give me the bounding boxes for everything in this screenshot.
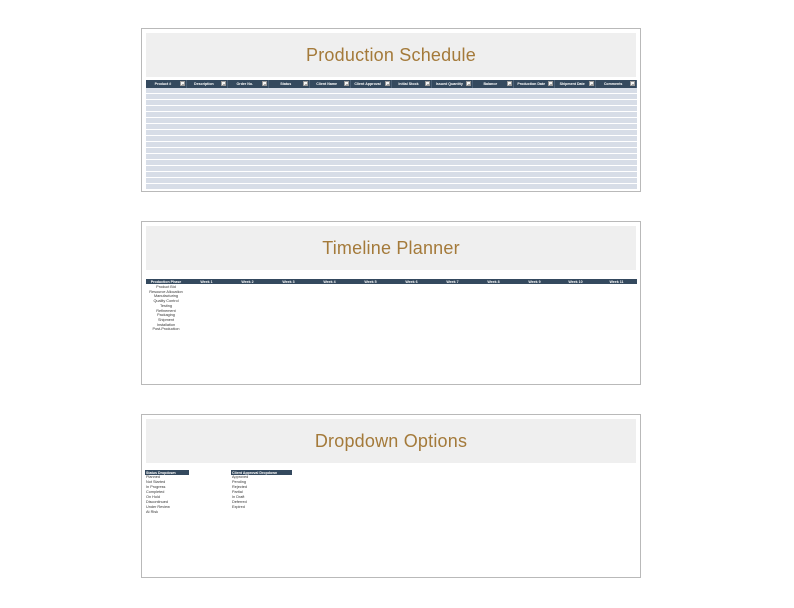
dropdown-options-title: Dropdown Options <box>314 430 468 451</box>
filter-dropdown-icon[interactable] <box>466 81 471 86</box>
column-header-production-date[interactable] <box>514 80 555 88</box>
option-planned[interactable]: Planned <box>146 475 160 479</box>
week-header-label: Week 11 <box>609 279 624 284</box>
filter-dropdown-icon[interactable] <box>221 81 226 86</box>
option-not-started[interactable]: Not Started <box>146 480 166 484</box>
option-at-risk[interactable]: At Risk <box>146 510 159 514</box>
filter-dropdown-icon[interactable] <box>507 81 512 86</box>
column-header-label: Description <box>193 82 214 86</box>
column-header-comments[interactable] <box>596 80 637 88</box>
column-header-label: Client Name <box>316 82 338 86</box>
column-header-shipment-date[interactable] <box>555 80 596 88</box>
filter-dropdown-icon[interactable] <box>425 81 430 86</box>
option-on-hold[interactable]: On Hold <box>146 495 160 499</box>
column-header-label: Client Approval <box>354 82 381 86</box>
week-header-label: Week 1 <box>200 279 213 284</box>
production-schedule-sheet <box>141 28 641 192</box>
production-phase-header-label: Production Phase <box>150 279 182 284</box>
option-in-progress[interactable]: In Progress <box>146 485 166 489</box>
production-schedule-banner <box>146 33 636 77</box>
option-deferred[interactable]: Deferred <box>232 500 247 504</box>
column-header-product[interactable] <box>146 80 187 88</box>
week-header-label: Week 8 <box>487 279 500 284</box>
column-header-client-name[interactable] <box>310 80 351 88</box>
column-header-client-approval[interactable] <box>351 80 392 88</box>
week-header-week-1[interactable] <box>186 279 227 284</box>
week-header-week-6[interactable] <box>391 279 432 284</box>
filter-dropdown-icon[interactable] <box>630 81 635 86</box>
week-header-label: Week 4 <box>323 279 336 284</box>
column-header-status[interactable] <box>269 80 310 88</box>
week-header-label: Week 5 <box>364 279 377 284</box>
week-header-week-5[interactable] <box>350 279 391 284</box>
phase-refinement[interactable]: Refinement <box>156 308 176 313</box>
column-header-label: Production Date <box>517 82 546 86</box>
column-header-label: Order No. <box>236 82 254 86</box>
column-header-label: Balance <box>483 82 498 86</box>
column-header-label: Issued Quantity <box>435 82 463 86</box>
phase-post-production[interactable]: Post-Production <box>152 327 180 332</box>
phase-product-bid[interactable]: Product Bid <box>156 285 176 289</box>
filter-dropdown-icon[interactable] <box>548 81 553 86</box>
production-schedule-header-row <box>146 80 637 88</box>
option-partial[interactable]: Partial <box>232 490 243 494</box>
production-schedule-table-body[interactable] <box>146 88 637 189</box>
column-header-initial-stock[interactable] <box>392 80 433 88</box>
timeline-phase-list <box>146 285 186 332</box>
filter-dropdown-icon[interactable] <box>344 81 349 86</box>
week-header-label: Week 7 <box>446 279 459 284</box>
production-schedule-title: Production Schedule <box>306 44 476 65</box>
production-phase-header-cell[interactable] <box>146 279 186 284</box>
column-header-label: Comments <box>603 82 623 86</box>
phase-shipment[interactable]: Shipment <box>157 317 175 322</box>
week-header-label: Week 9 <box>528 279 541 284</box>
phase-testing[interactable]: Testing <box>159 303 173 308</box>
filter-dropdown-icon[interactable] <box>589 81 594 86</box>
option-rejected[interactable]: Rejected <box>232 485 247 489</box>
column-header-label: Shipment Date <box>559 82 585 86</box>
timeline-planner-title: Timeline Planner <box>322 237 460 258</box>
week-header-week-8[interactable] <box>473 279 514 284</box>
column-header-label: Status <box>280 82 292 86</box>
column-header-label: Product # <box>154 82 172 86</box>
option-discontinued[interactable]: Discontinued <box>146 500 168 504</box>
week-header-week-9[interactable] <box>514 279 555 284</box>
dropdown-options-sheet <box>141 414 641 578</box>
phase-installation[interactable]: Installation <box>156 322 176 327</box>
week-header-label: Week 10 <box>568 279 583 284</box>
option-approved[interactable]: Approved <box>232 475 249 479</box>
option-expired[interactable]: Expired <box>232 505 245 509</box>
option-under-review[interactable]: Under Review <box>146 505 170 509</box>
filter-dropdown-icon[interactable] <box>262 81 267 86</box>
option-completed[interactable]: Completed <box>146 490 165 494</box>
status-dropdown-list <box>145 470 189 515</box>
timeline-planner-sheet <box>141 221 641 385</box>
filter-dropdown-icon[interactable] <box>180 81 185 86</box>
week-header-label: Week 3 <box>282 279 295 284</box>
week-header-week-10[interactable] <box>555 279 596 284</box>
phase-packaging[interactable]: Packaging <box>157 313 175 318</box>
phase-quality-control[interactable]: Quality Control <box>153 299 179 304</box>
column-header-description[interactable] <box>187 80 228 88</box>
phase-resource-allocation[interactable]: Resource Allocation <box>149 289 183 294</box>
option-pending[interactable]: Pending <box>232 480 246 484</box>
column-header-order-no[interactable] <box>228 80 269 88</box>
status-dropdown-header[interactable]: Status Dropdown <box>145 470 189 475</box>
filter-dropdown-icon[interactable] <box>385 81 390 86</box>
week-header-label: Week 6 <box>405 279 418 284</box>
column-header-balance[interactable] <box>473 80 514 88</box>
week-header-label: Week 2 <box>241 279 254 284</box>
timeline-planner-header-row <box>146 279 637 284</box>
client-approval-dropdown-list <box>231 470 292 510</box>
column-header-label: Initial Stock <box>398 82 419 86</box>
week-header-week-2[interactable] <box>227 279 268 284</box>
option-in-draft[interactable]: In Draft <box>232 495 245 499</box>
phase-manufacturing[interactable]: Manufacturing <box>153 294 179 299</box>
client-approval-dropdown-header[interactable]: Client Approval Dropdown <box>231 470 292 475</box>
week-header-week-4[interactable] <box>309 279 350 284</box>
week-header-week-11[interactable] <box>596 279 637 284</box>
column-header-issued-quantity[interactable] <box>432 80 473 88</box>
week-header-week-3[interactable] <box>268 279 309 284</box>
filter-dropdown-icon[interactable] <box>303 81 308 86</box>
timeline-planner-banner <box>146 226 636 270</box>
week-header-week-7[interactable] <box>432 279 473 284</box>
dropdown-options-banner <box>146 419 636 463</box>
